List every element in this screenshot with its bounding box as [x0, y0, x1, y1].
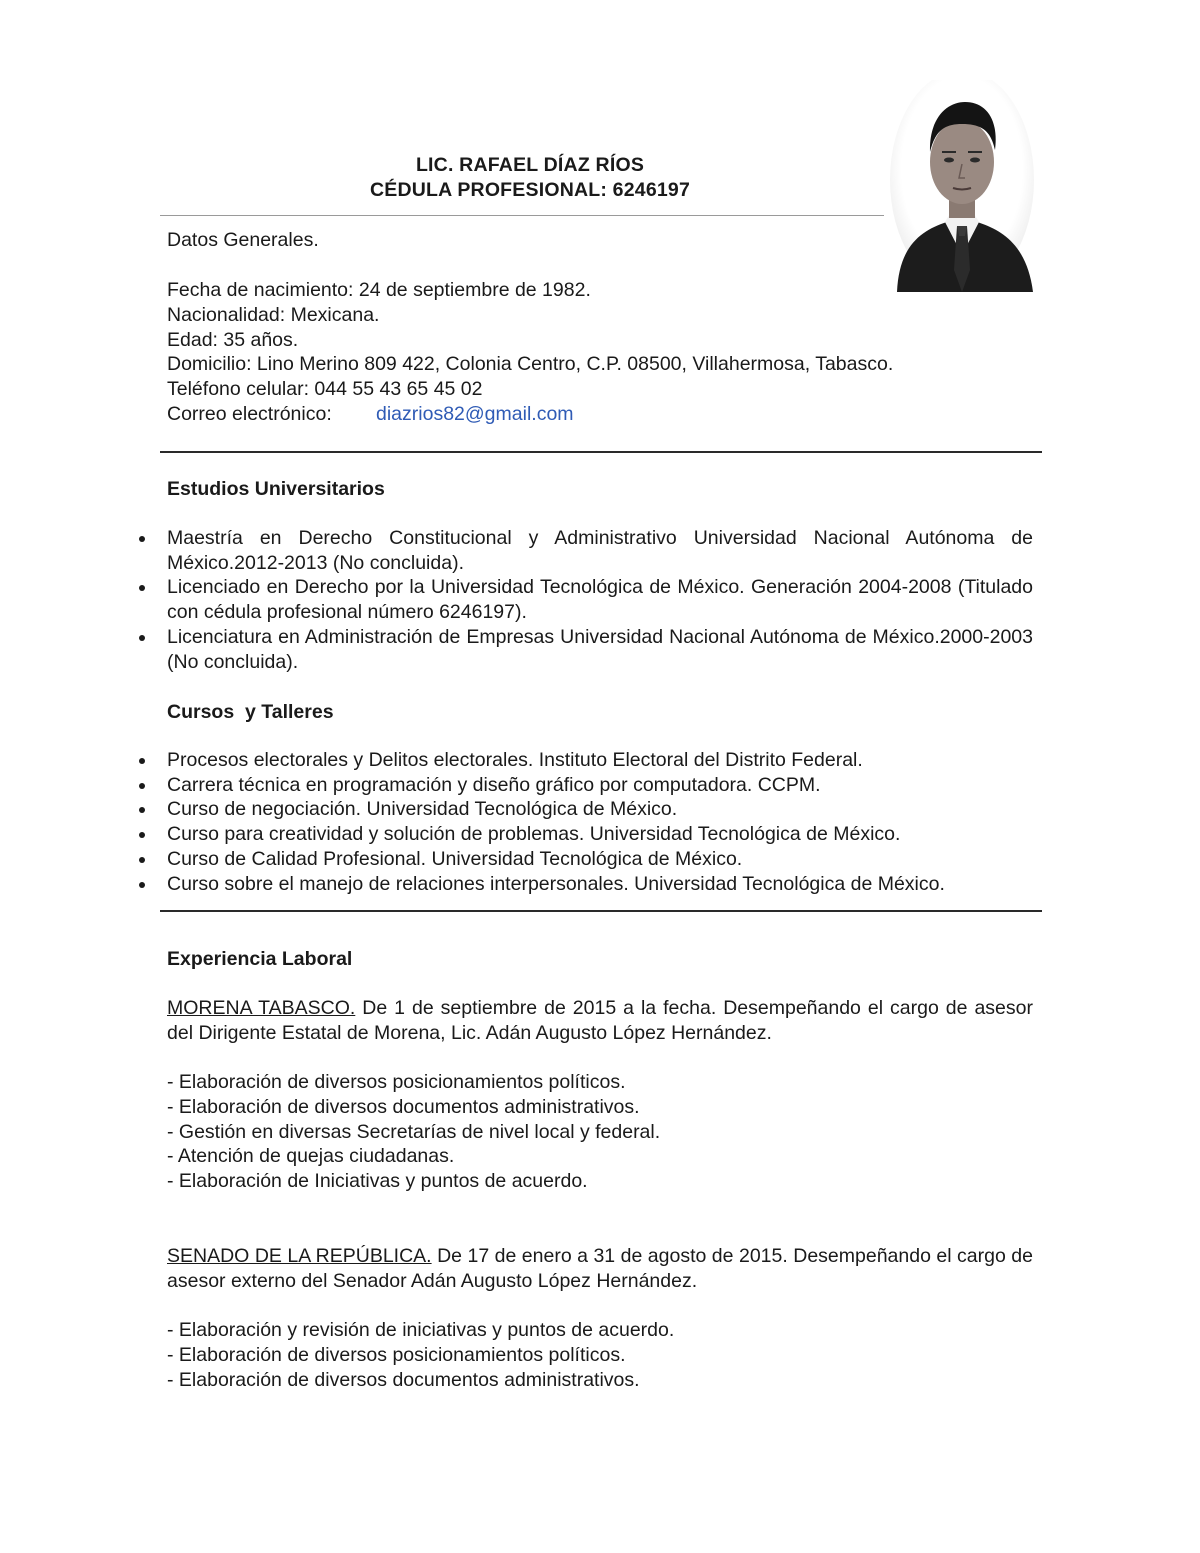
bullet-icon: [139, 832, 145, 838]
studies-heading: Estudios Universitarios: [167, 478, 385, 500]
age: Edad: 35 años.: [167, 329, 299, 351]
list-item: Licenciado en Derecho por la Universidad Tecnológica de México. Generación 2004-2008 (Titulado con cédula profesional número 6246197).: [0, 575, 1033, 624]
bullet-icon: [139, 635, 145, 641]
job-entry: [167, 996, 1033, 1045]
job-task: - Elaboración de diversos documentos administrativos.: [167, 1369, 640, 1391]
job-task: - Elaboración de diversos posicionamientos políticos.: [167, 1344, 626, 1366]
general-heading: Datos Generales.: [167, 229, 319, 251]
job-task: - Atención de quejas ciudadanas.: [167, 1145, 455, 1167]
email-label: Correo electrónico:: [167, 403, 332, 425]
profile-photo: [887, 80, 1037, 292]
bullet-icon: [139, 783, 145, 789]
nationality: Nacionalidad: Mexicana.: [167, 304, 380, 326]
address: Domicilio: Lino Merino 809 422, Colonia Centro, C.P. 08500, Villahermosa, Tabasco.: [167, 353, 894, 375]
cedula-profesional: CÉDULA PROFESIONAL: 6246197: [369, 179, 690, 201]
courses-list: [0, 748, 1033, 896]
birth-date: Fecha de nacimiento: 24 de septiembre de 1982.: [167, 279, 591, 301]
list-item: Curso para creatividad y solución de problemas. Universidad Tecnológica de México.: [0, 822, 1033, 847]
bullet-icon: [139, 758, 145, 764]
studies-list: [0, 526, 1033, 674]
list-item: Maestría en Derecho Constitucional y Administrativo Universidad Nacional Autónoma de México.2012-2013 (No concluida).: [0, 526, 1033, 575]
bullet-icon: [139, 882, 145, 888]
list-item: Curso sobre el manejo de relaciones interpersonales. Universidad Tecnológica de México.: [0, 872, 1033, 897]
list-item: Curso de negociación. Universidad Tecnológica de México.: [0, 797, 1033, 822]
bullet-icon: [139, 585, 145, 591]
job-task: - Gestión en diversas Secretarías de nivel local y federal.: [167, 1121, 661, 1143]
bullet-icon: [139, 536, 145, 542]
job-task: - Elaboración y revisión de iniciativas y puntos de acuerdo.: [167, 1319, 675, 1341]
list-item: Carrera técnica en programación y diseño gráfico por computadora. CCPM.: [0, 773, 1033, 798]
job-description: De 17 de enero a 31 de agosto de 2015. Desempeñando el cargo de asesor externo del Senador Adán Augusto López Hernández.: [167, 1245, 1033, 1292]
bullet-icon: [139, 807, 145, 813]
job-task: - Elaboración de diversos documentos administrativos.: [167, 1096, 640, 1118]
list-item: Licenciatura en Administración de Empresas Universidad Nacional Autónoma de México.2000-2003 (No concluida).: [0, 625, 1033, 674]
resume-name: LIC. RAFAEL DÍAZ RÍOS: [415, 154, 645, 176]
job-task: - Elaboración de Iniciativas y puntos de acuerdo.: [167, 1170, 588, 1192]
job-entry: [167, 1244, 1033, 1293]
courses-heading: Cursos y Talleres: [167, 701, 334, 723]
email-link[interactable]: diazrios82@gmail.com: [376, 403, 574, 425]
list-item: Procesos electorales y Delitos electorales. Instituto Electoral del Distrito Federal.: [0, 748, 1033, 773]
list-item: Curso de Calidad Profesional. Universidad Tecnológica de México.: [0, 847, 1033, 872]
phone: Teléfono celular: 044 55 43 65 45 02: [167, 378, 483, 400]
job-description: De 1 de septiembre de 2015 a la fecha. Desempeñando el cargo de asesor del Dirigente Estatal de Morena, Lic. Adán Augusto López Hernández.: [167, 997, 1033, 1044]
job-task: - Elaboración de diversos posicionamientos políticos.: [167, 1071, 626, 1093]
section-divider: [160, 451, 1042, 453]
job-org: SENADO DE LA REPÚBLICA.: [167, 1245, 432, 1267]
section-divider: [160, 910, 1042, 912]
header-divider: [160, 215, 884, 216]
experience-heading: Experiencia Laboral: [167, 948, 353, 970]
bullet-icon: [139, 857, 145, 863]
job-org: MORENA TABASCO.: [167, 997, 356, 1019]
